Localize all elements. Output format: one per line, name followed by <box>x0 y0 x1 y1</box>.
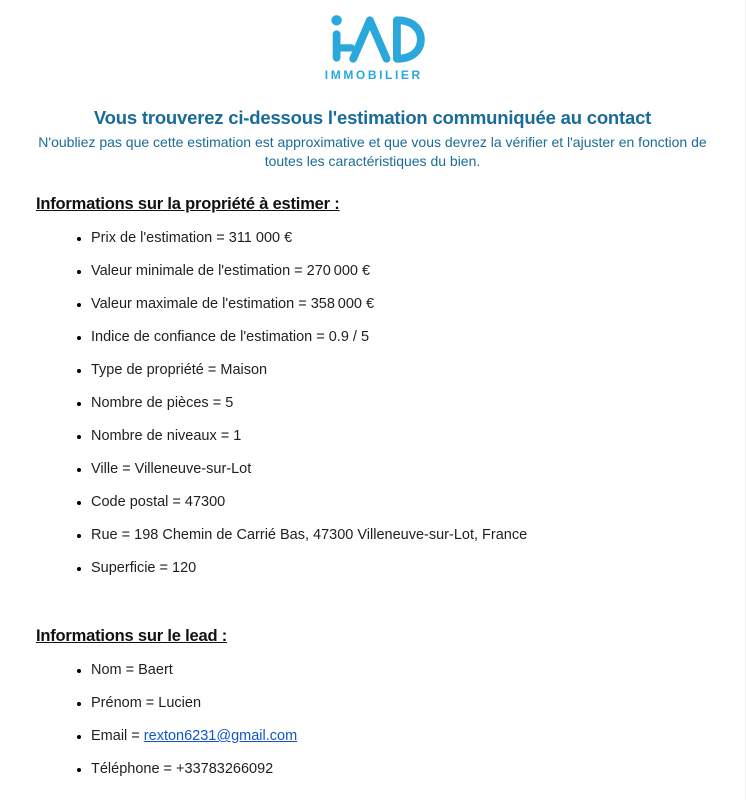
page-title: Vous trouverez ci-dessous l'estimation communiquée au contact <box>93 107 652 128</box>
list-item: • Superficie = 120 <box>91 559 709 578</box>
page-subtitle: N'oubliez pas que cette estimation est approximative et que vous devrez la vérifier et l'ajuster en fonction de toutes les caractéristiques du bien. <box>38 134 707 169</box>
section-lead <box>0 592 745 779</box>
email-link[interactable]: rexton6231@gmail.com <box>143 728 298 744</box>
list-item: • Code postal = 47300 <box>91 493 709 512</box>
section-heading-lead: Informations sur le lead : <box>36 627 228 645</box>
lead-info-list <box>36 661 709 779</box>
brand-logo <box>0 0 745 82</box>
list-item: • Indice de confiance de l'estimation = 0.9 / 5 <box>91 328 709 347</box>
list-item: • Valeur maximale de l'estimation = 358 000 € <box>91 295 709 314</box>
list-item: • Nombre de niveaux = 1 <box>91 427 709 446</box>
list-item: • Téléphone = +33783266092 <box>91 760 709 779</box>
iad-logo-icon <box>321 13 425 65</box>
list-item: • Ville = Villeneuve-sur-Lot <box>91 460 709 479</box>
list-item: • Nombre de pièces = 5 <box>91 394 709 413</box>
list-item: • Type de propriété = Maison <box>91 361 709 380</box>
list-item: • Rue = 198 Chemin de Carrié Bas, 47300 Villeneuve-sur-Lot, France <box>91 526 709 545</box>
list-item: • Prénom = Lucien <box>91 694 709 713</box>
section-property <box>0 171 745 578</box>
property-info-list <box>36 229 709 578</box>
section-heading-property: Informations sur la propriété à estimer : <box>36 195 340 213</box>
list-item: • Email = rexton6231@gmail.com <box>91 727 709 746</box>
list-item: • Prix de l'estimation = 311 000 € <box>91 229 709 248</box>
header <box>0 107 745 171</box>
list-item: • Nom = Baert <box>91 661 709 680</box>
brand-subtitle: IMMOBILIER <box>324 68 423 82</box>
list-item: • Valeur minimale de l'estimation = 270 000 € <box>91 262 709 281</box>
